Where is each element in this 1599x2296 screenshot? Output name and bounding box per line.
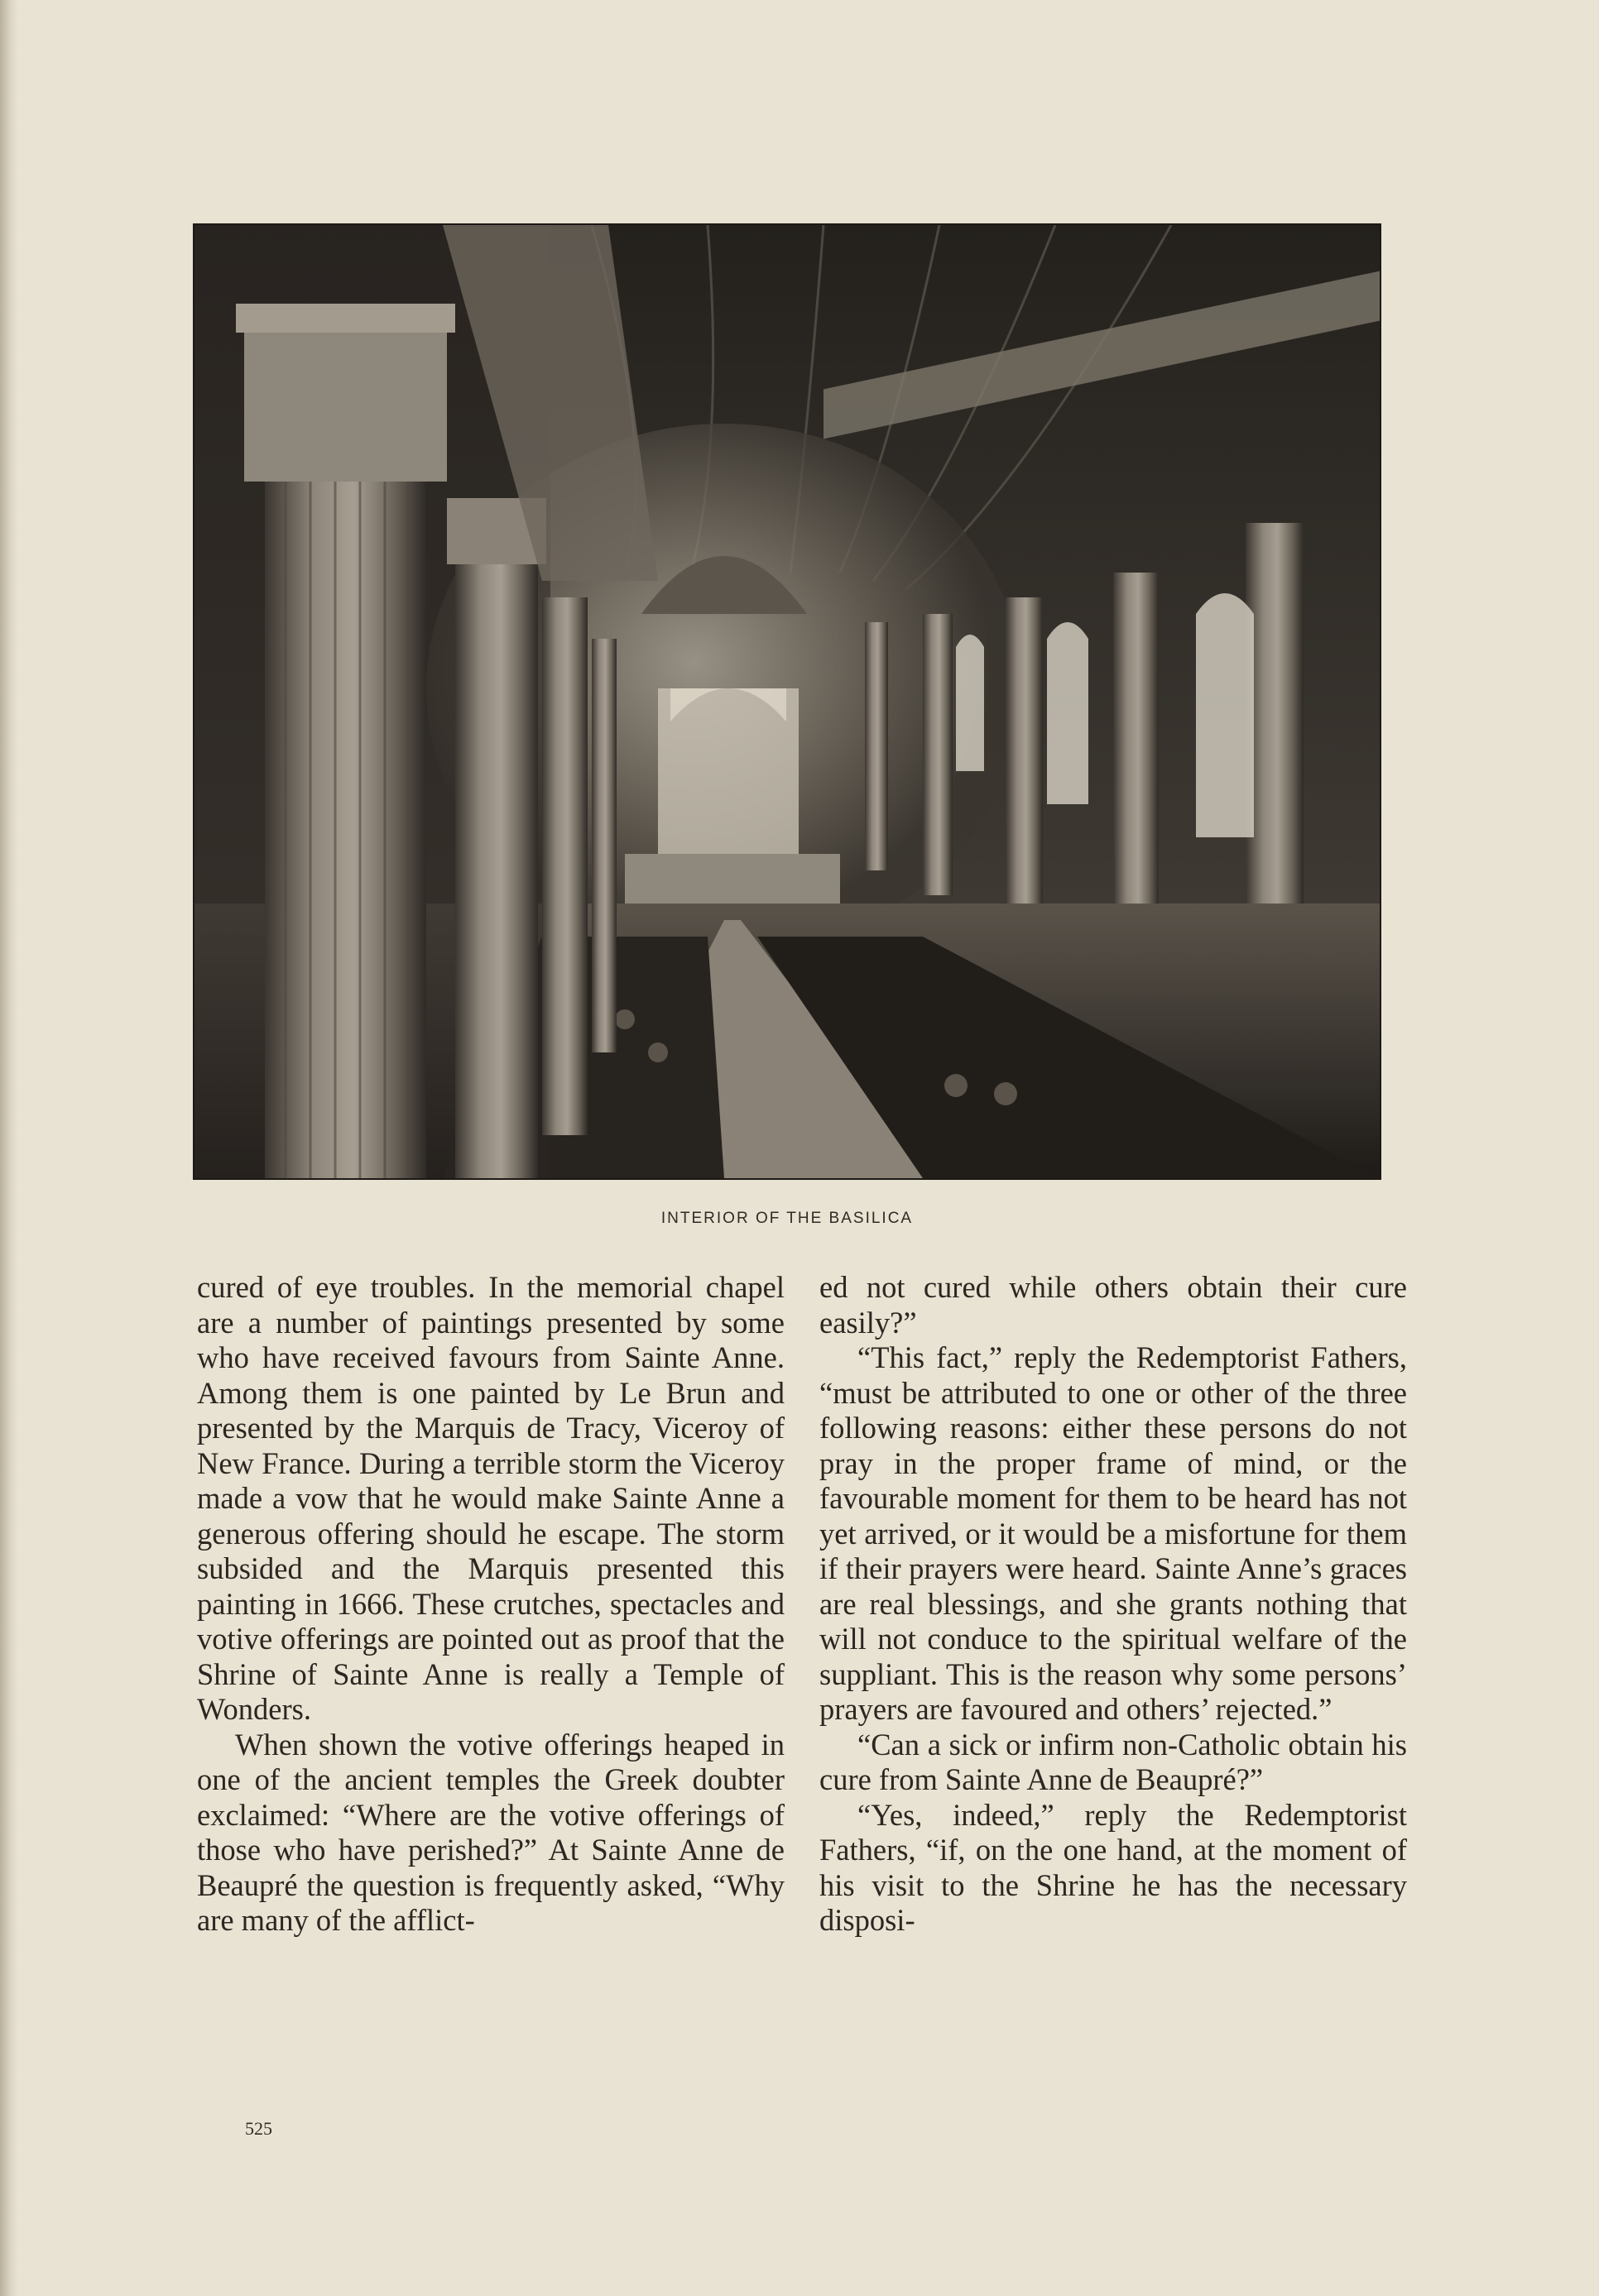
right-paragraph-3: “Can a sick or infirm non-Catholic obtain his cure from Sainte Anne de Beaupré?”	[819, 1727, 1407, 1796]
right-text-column	[819, 1270, 1407, 1939]
left-paragraph-2: When shown the votive offerings heaped in one of the ancient temples the Greek doubter exclaimed: “Where are the votive offerings of those who have perished?” At Sainte Anne de Beaupré the question is frequently asked, “Why are many of the afflict-	[197, 1727, 785, 1937]
right-paragraph-4: “Yes, indeed,” reply the Redemptorist Fathers, “if, on the one hand, at the moment of his visit to the Shrine he has the necessary disposi-	[819, 1797, 1407, 1937]
left-paragraph-1: cured of eye troubles. In the memorial chapel are a number of paintings presented by some who have received favours from Sainte Anne. Among them is one painted by Le Brun and presented by the Marquis de Tracy, Viceroy of New France. During a terrible storm the Viceroy made a vow that he would make Sainte Anne a generous offering should he escape. The storm subsided and the Marquis presented this painting in 1666. These crutches, spectacles and votive offerings are pointed out as proof that the Shrine of Sainte Anne is really a Temple of Wonders.	[197, 1270, 785, 1726]
right-paragraph-2: “This fact,” reply the Redemptorist Fathers, “must be attributed to one or other of the three following reasons: either these persons do not pray in the proper frame of mind, or the favourable moment for them to be heard has not yet arrived, or it would be a misfortune for them if their prayers were heard. Sainte Anne’s graces are real blessings, and she grants nothing that will not conduce to the spiritual welfare of the suppliant. This is the reason why some persons’ prayers are favoured and others’ rejected.”	[819, 1340, 1407, 1726]
left-text-column	[197, 1270, 785, 1939]
right-paragraph-1: ed not cured while others obtain their cure easily?”	[819, 1270, 1407, 1340]
basilica-interior-photo	[194, 225, 1380, 1178]
page-binding-edge	[0, 0, 18, 2296]
page-number: 525	[245, 2118, 272, 2139]
photo-caption: INTERIOR OF THE BASILICA	[660, 1210, 914, 1227]
